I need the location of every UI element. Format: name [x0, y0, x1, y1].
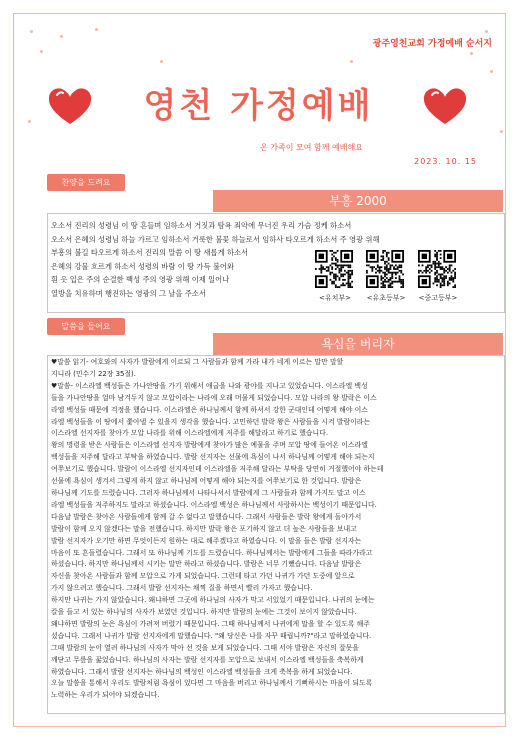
- sermon-line: ♥말씀- 이스라엘 백성들은 가나안땅을 가기 위해서 애굽을 나와 광야를 지나고 있었습니다. 이스라엘 백성: [51, 381, 368, 390]
- sermon-line: 노력하는 우리가 되어야 되겠습니다.: [51, 691, 160, 700]
- decor-dot: [160, 60, 163, 63]
- qr-code-youth[interactable]: [418, 250, 456, 288]
- sermon-title: 욕심을 버리자: [213, 333, 503, 355]
- qr-code-kindergarten[interactable]: [315, 250, 353, 288]
- hymn-tab: 찬양을 드려요: [47, 174, 125, 191]
- sermon-line: 라엘 백성들을 이 땅에서 쫓아낼 수 있을지 생각을 했습니다. 고민하던 발락 왕은 사람들을 시켜 발람이라는: [51, 417, 371, 426]
- sermon-line: 칼을 들고 서 있는 하나님의 사자가 보였던 것입니다. 하지만 발람의 눈에는 그것이 보이지 않았습니다.: [51, 608, 357, 617]
- sermon-line: 들을 가나안땅을 얼마 남겨두지 않고 모압이라는 나라에 오래 머물게 되었습니다. 모압 나라의 왕 발락은 이스: [51, 393, 377, 402]
- sermon-line: 깨닫고 무릎을 꿇었습니다. 하나님의 사자는 발람 선지자를 모압으로 보내서 이스라엘 백성들을 축복하게: [51, 655, 364, 664]
- sermon-line: 가지 않으려고 했습니다. 그래서 발람 선지자는 채찍 질을 하면서 빨리 가자고 했습니다.: [51, 584, 313, 593]
- sermon-line: 지니라 (민수기 22장 35절).: [51, 369, 136, 378]
- sermon-line: 자신을 찾아온 사람들과 함께 모압으로 가게 되었습니다. 그런데 타고 가던 나귀가 가던 도중에 앞으로: [51, 572, 355, 581]
- hymn-title: 부흥 2000: [213, 190, 503, 212]
- qr-label-youth: <중고등부>: [418, 294, 458, 302]
- sermon-line: 이스라엘 선지자를 찾아가 모압 나라를 위해 이스라엘에게 저주를 해달라고 하기로 했습니다.: [51, 429, 329, 438]
- qr-label-elementary: <유초등부>: [366, 294, 406, 302]
- sermon-line: 라엘 백성들 때문에 걱정을 했습니다. 이스라엘은 하나님께서 함께 하셔서 강한 군대인데 어떻게 해야 이스: [51, 405, 368, 414]
- sermon-line: 라엘 백성들을 저주하지도 말라고 하셨습니다. 이스라엘 백성은 하나님께서 사랑하시는 백성이기 때문입니다.: [51, 500, 377, 509]
- lyric-line: 오소서 진리의 성령님 이 땅 흔들며 임하소서 거짓과 탐욕 죄악에 무너진 우리 가슴 정케 하소서: [51, 221, 352, 230]
- qr-code-elementary[interactable]: [366, 250, 404, 288]
- decor-dot: [30, 30, 33, 33]
- page-title: 영천 가정예배: [143, 86, 374, 126]
- worship-date: 2023. 10. 15: [414, 157, 477, 166]
- sermon-line: 여쭈보기로 했습니다. 발람이 이스라엘 선지자인데 이스라엘을 저주해 달라는 부탁을 당연히 거절했어야 하는데: [51, 465, 384, 474]
- sermon-line: 선물에 욕심이 생겨서 그렇게 하지 않고 하나님께 어떻게 해야 되는지를 여쭈보기로 한 것입니다. 발람은: [51, 477, 362, 486]
- lyric-line: 부흥의 불길 타오르게 하소서 진리의 말씀 이 땅 새롭게 하소서: [51, 248, 249, 257]
- decor-dot: [350, 60, 353, 63]
- sermon-line: 하나님께 기도를 드렸습니다. 그러자 하나님께서 나타나셔서 발람에게 그 사람들과 함께 가지도 말고 이스: [51, 488, 366, 497]
- sermon-line: 마음이 또 흔들렸습니다. 그래서 또 하나님께 기도를 드렸습니다. 하나님께서는 발람에게 그들을 따라가라고: [51, 548, 373, 557]
- hymn-lyrics-box: [47, 213, 505, 313]
- sermon-line: 왜냐하면 발람의 눈은 욕심이 가려져 버렸기 때문입니다. 그때 하나님께서 나귀에게 말을 할 수 있도록 해주: [51, 619, 371, 628]
- decor-dot: [490, 70, 493, 73]
- sermon-box: [47, 355, 505, 714]
- sermon-line: 다음날 발람은 찾아온 사람들에게 함께 갈 수 없다고 말했습니다. 그래서 사람들은 발락 왕에게 돌아가서: [51, 512, 362, 521]
- decor-dot: [470, 52, 473, 55]
- sermon-line: 그때 발람의 눈이 열려 하나님의 사자가 막아 선 것을 보게 되었습니다. 그때 서야 발람은 자신의 잘못을: [51, 643, 359, 652]
- sermon-tab: 말씀을 들어요: [47, 318, 125, 335]
- sermon-line: 하였습니다. 그래서 발람 선지자는 하나님의 백성인 이스라엘 백성들을 크게 축복을 하게 되었습니다.: [51, 667, 353, 676]
- decor-dot: [485, 30, 488, 33]
- sermon-line: 왕의 명령을 받은 사람들은 이스라엘 선지자 발람에게 찾아가 많은 예물을 주며 모압 땅에 들어온 이스라엘: [51, 441, 368, 450]
- motto: 온 가족이 모여 함께 예배해요: [260, 143, 363, 152]
- lyric-line: 은혜의 강물 흐르게 하소서 성령의 바람 이 땅 가득 불어와: [51, 261, 234, 271]
- sermon-line: 셨습니다. 그래서 나귀가 발람 선지자에게 말했습니다. "왜 당신은 나를 자꾸 때립니까?"라고 말하였습니다.: [51, 631, 372, 640]
- decor-dot: [40, 50, 43, 53]
- sermon-line: 발람 선지자가 오기만 하면 무엇이든지 원하는 대로 해주겠다고 하였습니다. 이 말을 들은 발람 선지자는: [51, 536, 362, 545]
- sermon-line: 발람이 함께 오지 않겠다는 말을 전했습니다. 하지만 발락 왕은 포기하지 않고 더 높은 사람들을 보내고: [51, 524, 357, 533]
- lyric-line: 흰 옷 입은 주의 순결한 백성 주의 영광 위해 이제 일어나: [51, 275, 230, 284]
- sermon-line: ♥말씀 읽기- 여호와의 사자가 발람에게 이르되 그 사람들과 함께 가라 내가 네게 이르는 말만 말할: [51, 358, 344, 366]
- lyric-line: 열방을 치유하며 행진하는 영광의 그 날을 주소서: [51, 288, 206, 298]
- church-subtitle: 광주영천교회 가정예배 순서지: [372, 39, 492, 49]
- sermon-line: 오늘 말씀을 통해서 우리도 발람처럼 욕심이 있다면 그 마음을 버리고 하나님께서 기뻐하시는 마음이 되도록: [51, 679, 373, 688]
- sermon-line: 하셨습니다. 하지만 하나님께서 시키는 말만 하라고 하셨습니다. 발람은 너무 기뻤습니다. 다음날 발람은: [51, 560, 362, 569]
- sermon-line: 하지만 나귀는 가지 않았습니다. 왜냐하면 그곳에 하나님의 사자가 막고 서있었기 때문입니다. 나귀의 눈에는: [51, 596, 375, 605]
- qr-label-kindergarten: <유치부>: [318, 294, 352, 302]
- lyric-line: 오소서 은혜의 성령님 하늘 가르고 임하소서 거룩한 불꽃 하늘로서 임하사 타오르게 하소서 주 영광 위해: [51, 234, 380, 244]
- sermon-text: [48, 357, 502, 702]
- decor-dot: [500, 130, 503, 133]
- sermon-line: 백성들을 저주해 달라고 부탁을 하였습니다. 발람 선지자는 선물에 욕심이 나서 하나님께 어떻게 해야 되는지: [51, 453, 375, 462]
- decor-dot: [95, 28, 98, 31]
- decor-dot: [60, 35, 63, 38]
